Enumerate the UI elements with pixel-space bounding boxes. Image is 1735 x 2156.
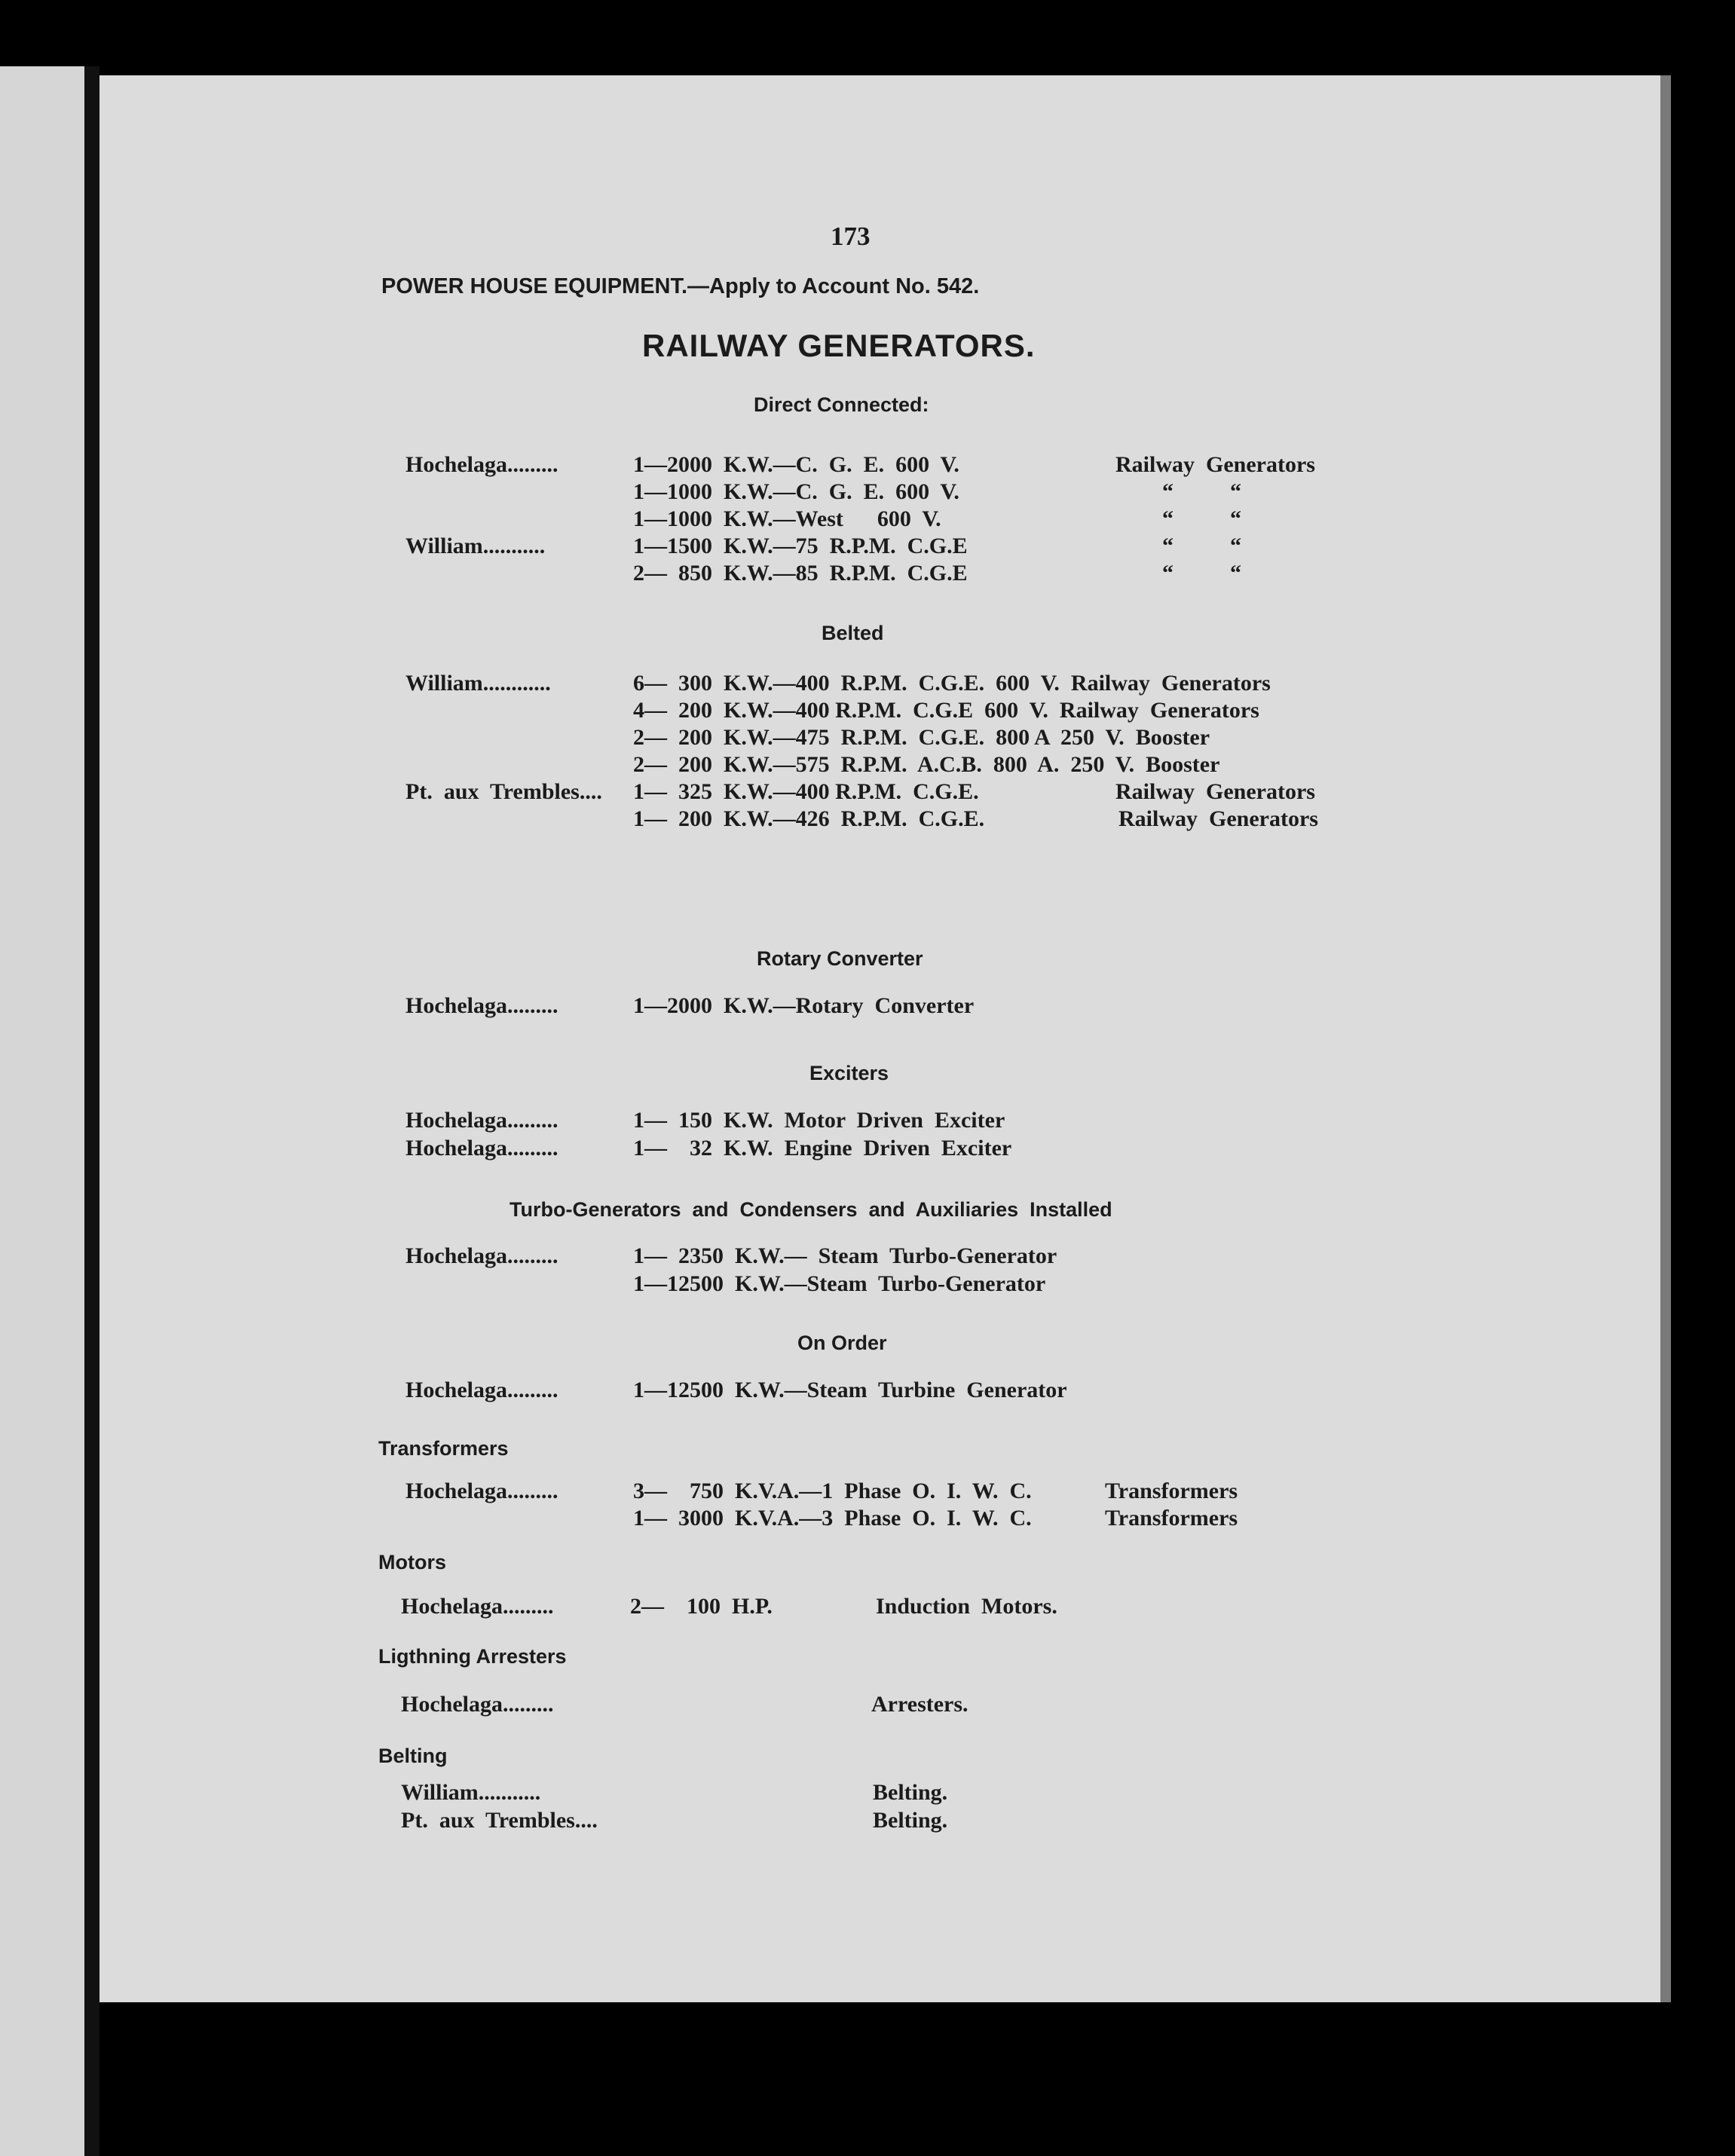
- equipment-spec: 1— 325 K.W.—400 R.P.M. C.G.E.: [633, 779, 979, 804]
- equipment-spec: 2— 100 H.P.: [630, 1594, 773, 1619]
- equipment-spec: 1—1000 K.W.—C. G. E. 600 V.: [633, 479, 959, 504]
- equipment-spec: 1— 32 K.W. Engine Driven Exciter: [633, 1136, 1012, 1161]
- equipment-spec: 1—12500 K.W.—Steam Turbo-Generator: [633, 1271, 1046, 1296]
- equipment-spec: 1— 2350 K.W.— Steam Turbo-Generator: [633, 1243, 1057, 1268]
- equipment-description: Belting.: [873, 1780, 948, 1805]
- ditto-marks: “ “: [1162, 561, 1241, 586]
- location-label: William............: [405, 671, 551, 696]
- ditto-marks: “ “: [1162, 506, 1241, 531]
- location-label: William...........: [405, 534, 546, 558]
- page-title: RAILWAY GENERATORS.: [642, 328, 1036, 363]
- page-number: 173: [831, 222, 871, 251]
- location-label: Hochelaga.........: [405, 1243, 558, 1268]
- location-label: Hochelaga.........: [405, 452, 558, 477]
- location-label: Pt. aux Trembles....: [401, 1808, 598, 1833]
- equipment-spec: 2— 200 K.W.—575 R.P.M. A.C.B. 800 A. 250 V. Booster: [633, 752, 1220, 777]
- equipment-spec: 1—1500 K.W.—75 R.P.M. C.G.E: [633, 534, 968, 558]
- section-heading-on-order: On Order: [797, 1332, 887, 1354]
- location-label: Hochelaga.........: [401, 1692, 554, 1717]
- section-heading-direct-connected: Direct Connected:: [754, 393, 929, 416]
- section-heading-turbo-generators: Turbo-Generators and Condensers and Auxiliaries Installed: [509, 1198, 1112, 1221]
- section-heading-exciters: Exciters: [809, 1062, 889, 1084]
- equipment-spec: 1— 200 K.W.—426 R.P.M. C.G.E.: [633, 806, 985, 831]
- location-label: Pt. aux Trembles....: [405, 779, 602, 804]
- ditto-marks: “ “: [1162, 534, 1241, 558]
- equipment-spec: 1—2000 K.W.—C. G. E. 600 V.: [633, 452, 959, 477]
- equipment-spec: 1—1000 K.W.—West 600 V.: [633, 506, 941, 531]
- left-page-edge: [0, 66, 84, 2156]
- equipment-description: Railway Generators: [1115, 779, 1315, 804]
- equipment-description: Railway Generators: [1118, 806, 1318, 831]
- equipment-spec: 3— 750 K.V.A.—1 Phase O. I. W. C.: [633, 1479, 1032, 1503]
- section-heading-belted: Belted: [822, 622, 884, 644]
- equipment-description: Induction Motors.: [876, 1594, 1057, 1619]
- equipment-description: Arresters.: [871, 1692, 968, 1717]
- page-header: POWER HOUSE EQUIPMENT.—Apply to Account No. 542.: [381, 274, 980, 298]
- equipment-description: Railway Generators: [1115, 452, 1315, 477]
- location-label: Hochelaga.........: [405, 993, 558, 1018]
- document-page: [99, 75, 1671, 2002]
- equipment-spec: 1— 3000 K.V.A.—3 Phase O. I. W. C.: [633, 1506, 1032, 1531]
- equipment-spec: 1—2000 K.W.—Rotary Converter: [633, 993, 975, 1018]
- section-heading-lightning-arresters: Ligthning Arresters: [378, 1645, 567, 1668]
- equipment-spec: 1— 150 K.W. Motor Driven Exciter: [633, 1108, 1005, 1133]
- section-heading-rotary-converter: Rotary Converter: [757, 947, 923, 970]
- equipment-spec: 1—12500 K.W.—Steam Turbine Generator: [633, 1378, 1067, 1402]
- section-heading-belting: Belting: [378, 1745, 448, 1767]
- equipment-spec: 6— 300 K.W.—400 R.P.M. C.G.E. 600 V. Railway Generators: [633, 671, 1271, 696]
- location-label: William...........: [401, 1780, 541, 1805]
- location-label: Hochelaga.........: [405, 1378, 558, 1402]
- book-spine: [84, 66, 99, 2156]
- location-label: Hochelaga.........: [401, 1594, 554, 1619]
- equipment-description: Transformers: [1105, 1506, 1238, 1531]
- location-label: Hochelaga.........: [405, 1108, 558, 1133]
- equipment-spec: 4— 200 K.W.—400 R.P.M. C.G.E 600 V. Railway Generators: [633, 698, 1259, 723]
- section-heading-transformers: Transformers: [378, 1437, 509, 1460]
- location-label: Hochelaga.........: [405, 1479, 558, 1503]
- equipment-spec: 2— 850 K.W.—85 R.P.M. C.G.E: [633, 561, 968, 586]
- equipment-description: Transformers: [1105, 1479, 1238, 1503]
- location-label: Hochelaga.........: [405, 1136, 558, 1161]
- equipment-spec: 2— 200 K.W.—475 R.P.M. C.G.E. 800 A 250 V. Booster: [633, 725, 1210, 750]
- ditto-marks: “ “: [1162, 479, 1241, 504]
- section-heading-motors: Motors: [378, 1551, 446, 1573]
- equipment-description: Belting.: [873, 1808, 948, 1833]
